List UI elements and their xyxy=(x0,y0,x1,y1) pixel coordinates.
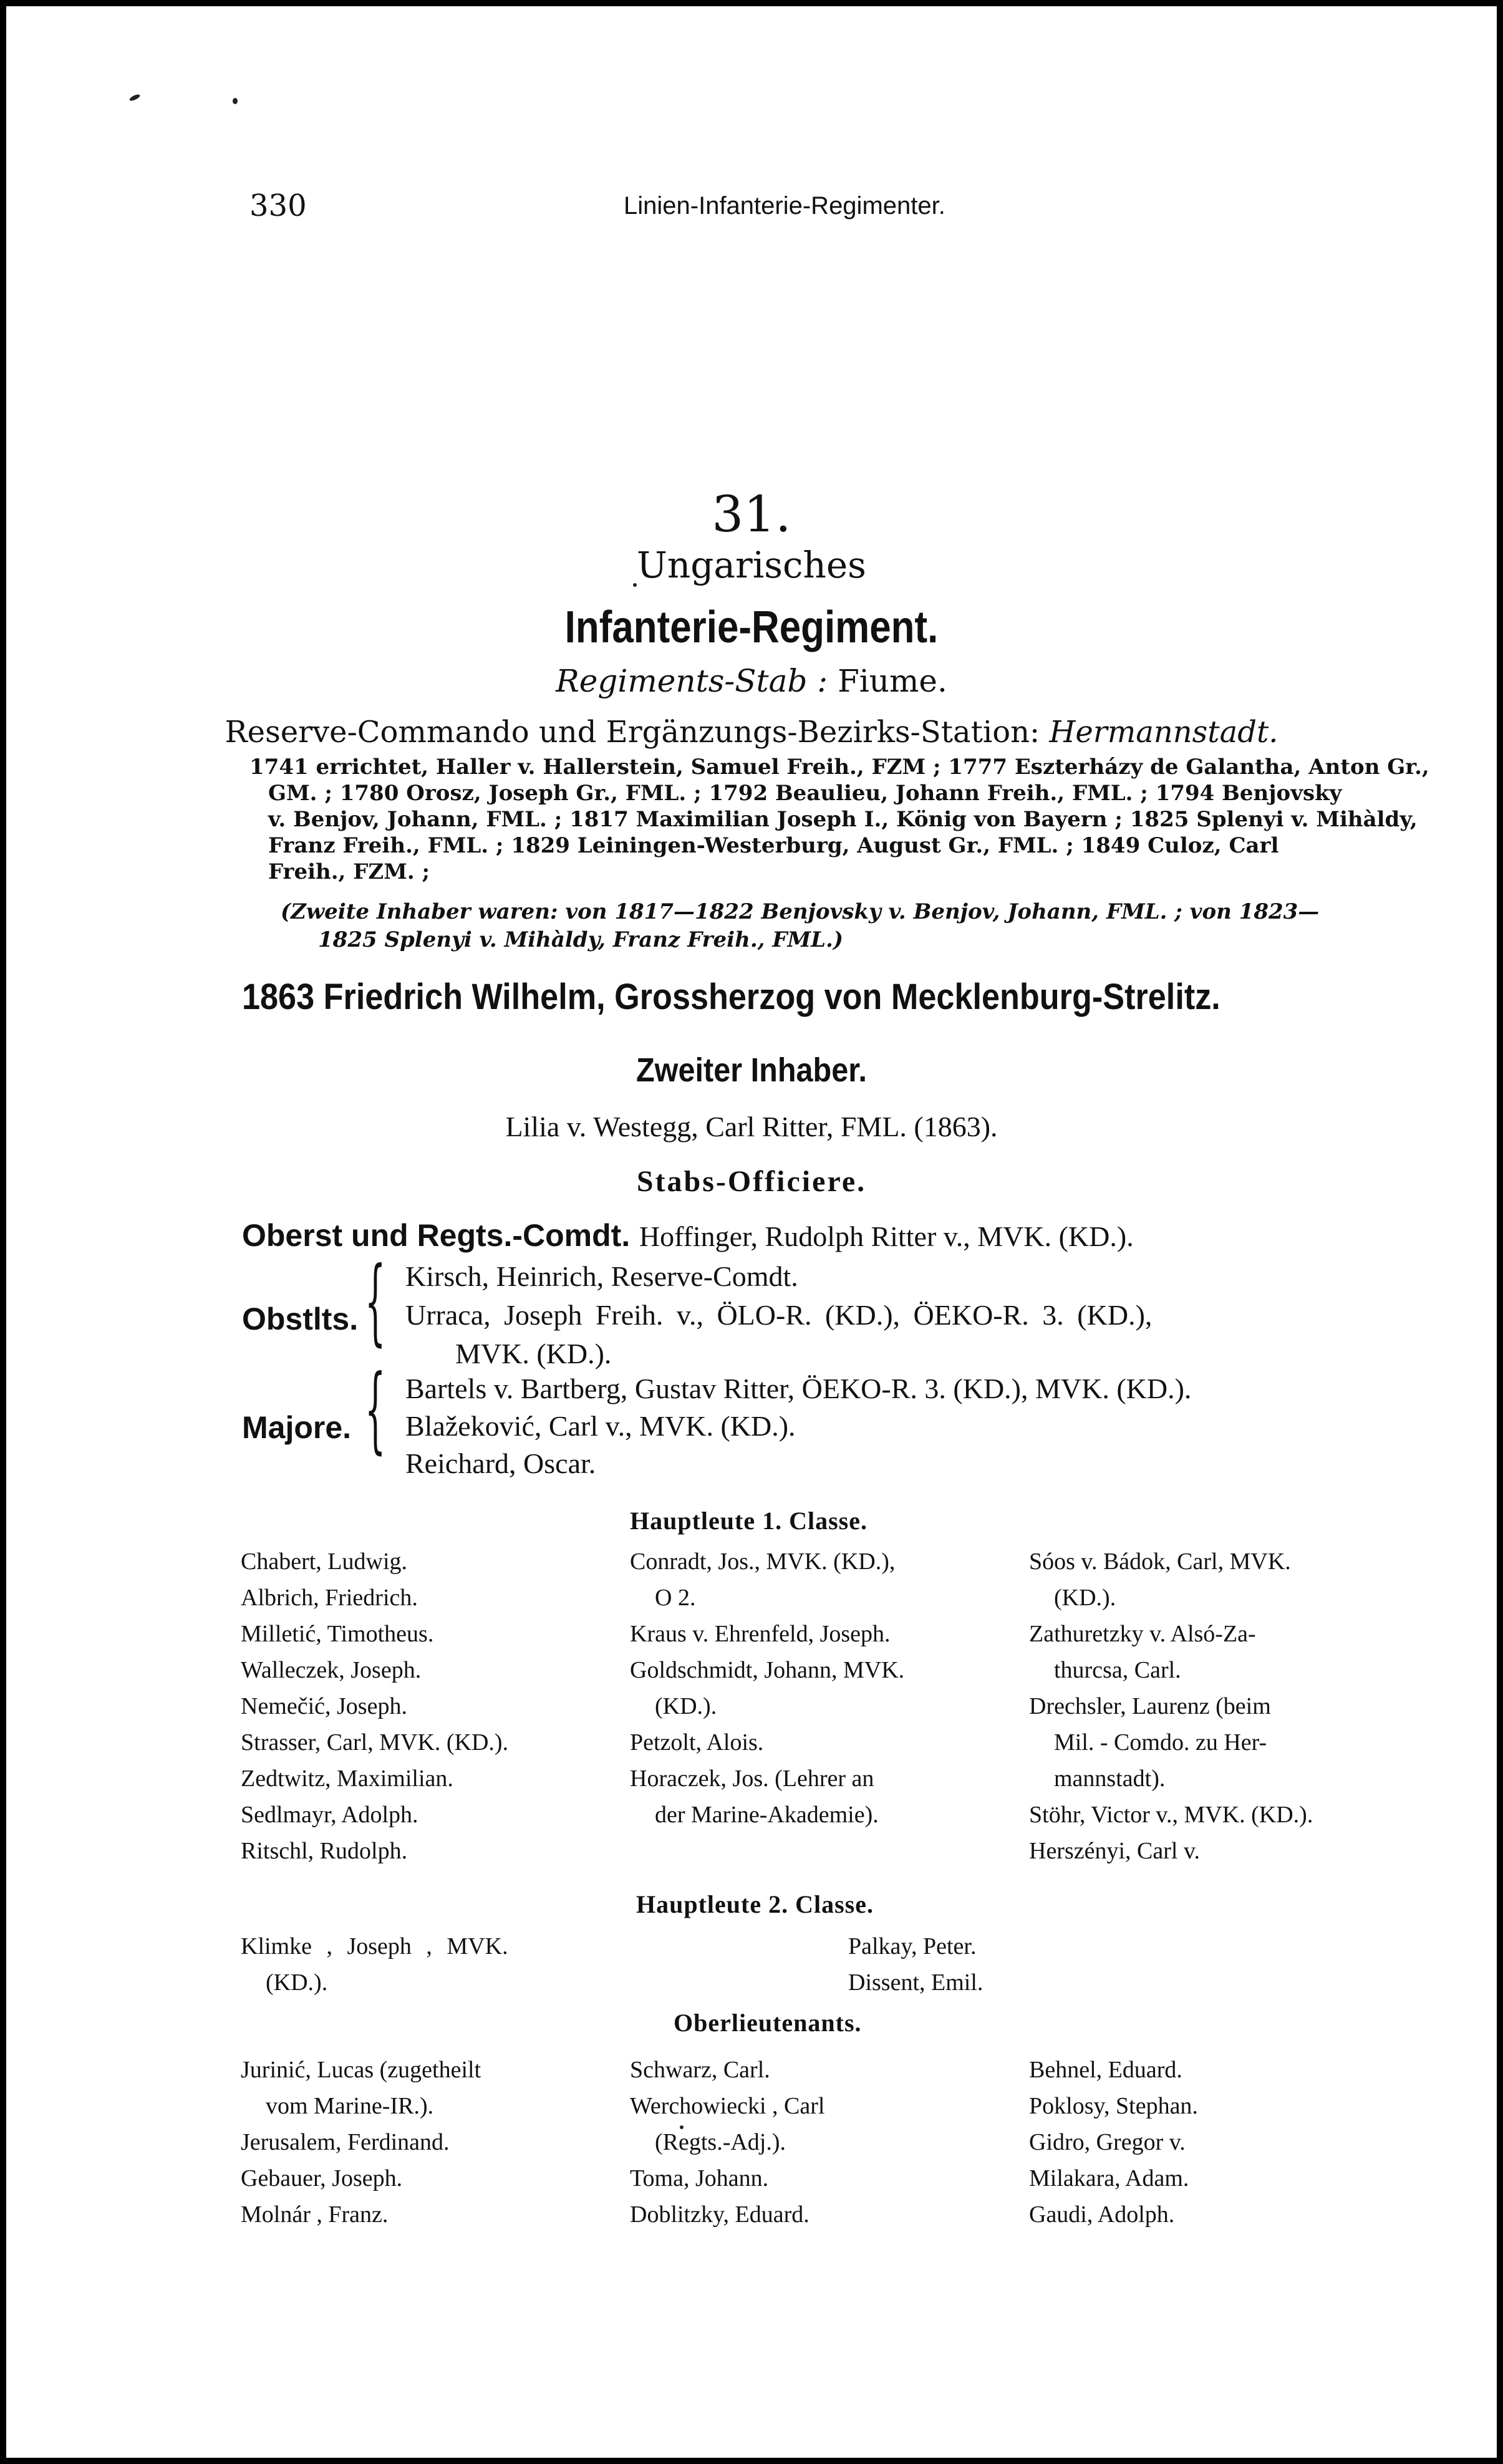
officer-name: Walleczek, Joseph. xyxy=(241,1657,422,1683)
officer-name: Dissent, Emil. xyxy=(848,1969,983,1996)
officer-name: Jurinić, Lucas (zugetheilt xyxy=(241,2057,481,2083)
officer-name: Toma, Johann. xyxy=(630,2165,769,2191)
officer-name: Sóos v. Bádok, Carl, MVK. xyxy=(1029,1548,1291,1575)
officer-name: Mil. - Comdo. zu Her- xyxy=(1054,1729,1267,1756)
reserve-station xyxy=(6,715,1497,750)
major-line: Reichard, Oscar. xyxy=(405,1447,596,1479)
hauptleute1-title: Hauptleute 1. Classe. xyxy=(630,1507,867,1535)
officer-name: Zedtwitz, Maximilian. xyxy=(241,1766,453,1792)
oberst-name: Hoffinger, Rudolph Ritter v., MVK. (KD.). xyxy=(639,1220,1134,1252)
officer-name: Herszényi, Carl v. xyxy=(1029,1838,1200,1864)
oberlieutenants-col2 xyxy=(630,2052,824,2233)
scan-speck xyxy=(128,94,140,102)
history-note-line: 1825 Splenyi v. Mihàldy, Franz Freih., FML.) xyxy=(318,927,843,952)
officer-name: (KD.). xyxy=(266,1969,328,1996)
regiment-nation: Ungarisches xyxy=(637,544,866,586)
officer-name: Strasser, Carl, MVK. (KD.). xyxy=(241,1729,509,1756)
obstlt-line: MVK. (KD.). xyxy=(455,1338,612,1370)
officer-name: Milletić, Timotheus. xyxy=(241,1621,434,1647)
history-line: v. Benjov, Johann, FML. ; 1817 Maximilian Joseph I., König von Bayern ; 1825 Splenyi v. Mihàldy, xyxy=(268,807,1418,832)
officer-name: Stöhr, Victor v., MVK. (KD.). xyxy=(1029,1802,1313,1828)
officer-name: Nemečić, Joseph. xyxy=(241,1693,407,1719)
staff-title: Stabs-Officiere. xyxy=(636,1165,867,1198)
officer-name: Palkay, Peter. xyxy=(848,1933,977,1959)
officer-name: Conradt, Jos., MVK. (KD.), xyxy=(630,1548,896,1575)
officer-name: Gidro, Gregor v. xyxy=(1029,2129,1186,2155)
officer-name: mannstadt). xyxy=(1054,1766,1166,1792)
hauptleute2-col2 xyxy=(848,1928,983,2001)
hauptleute2-title: Hauptleute 2. Classe. xyxy=(636,1890,874,1918)
officer-name: (Regts.-Adj.). xyxy=(655,2129,786,2155)
officer-name: Klimke , Joseph , MVK. xyxy=(241,1933,508,1959)
history-line: Freih., FZM. ; xyxy=(268,859,430,884)
regiment-stab xyxy=(6,663,1497,699)
hauptleute1-col3 xyxy=(1029,1544,1313,1869)
major-line: Blažeković, Carl v., MVK. (KD.). xyxy=(405,1410,796,1442)
majore-brace: { xyxy=(365,1355,386,1464)
officer-name: Doblitzky, Eduard. xyxy=(630,2201,809,2228)
officer-name: (KD.). xyxy=(1054,1585,1116,1611)
scan-speck xyxy=(233,98,238,104)
obstlt-line: Urraca, Joseph Freih. v., ÖLO-R. (KD.), ÖEKO-R. 3. (KD.), xyxy=(405,1299,1153,1331)
regiment-owner: 1863 Friedrich Wilhelm, Grossherzog von Mecklenburg-Strelitz. xyxy=(242,977,1220,1017)
history-line: 1741 errichtet, Haller v. Hallerstein, Samuel Freih., FZM ; 1777 Eszterházy de Galantha, Anton Gr., xyxy=(249,755,1429,780)
oberlieutenants-col3 xyxy=(1029,2052,1198,2233)
officer-name: Drechsler, Laurenz (beim xyxy=(1029,1693,1271,1719)
oberst-label: Oberst und Regts.-Comdt. xyxy=(242,1218,631,1253)
officer-name: Gaudi, Adolph. xyxy=(1029,2201,1175,2228)
officer-name: Molnár , Franz. xyxy=(241,2201,389,2228)
history-note-line: (Zweite Inhaber waren: von 1817—1822 Benjovsky v. Benjov, Johann, FML. ; von 1823— xyxy=(281,899,1320,924)
running-title: Linien-Infanterie-Regimenter. xyxy=(624,192,945,220)
officer-name: Albrich, Friedrich. xyxy=(241,1585,418,1611)
obstlts-brace: { xyxy=(365,1247,386,1356)
major-line: Bartels v. Bartberg, Gustav Ritter, ÖEKO-R. 3. (KD.), MVK. (KD.). xyxy=(405,1373,1192,1404)
obstlts-label: Obstlts. xyxy=(242,1302,359,1336)
history-line: GM. ; 1780 Orosz, Joseph Gr., FML. ; 1792 Beaulieu, Johann Freih., FML. ; 1794 Benjovsky xyxy=(268,781,1342,806)
officer-name: Zathuretzky v. Alsó-Za- xyxy=(1029,1621,1256,1647)
officer-name: O 2. xyxy=(655,1585,696,1611)
officer-name: Werchowiecki , Carl xyxy=(630,2093,825,2119)
history-line: Franz Freih., FML. ; 1829 Leiningen-Westerburg, August Gr., FML. ; 1849 Culoz, Carl xyxy=(268,833,1279,858)
oberlieutenants-title: Oberlieutenants. xyxy=(674,2009,862,2037)
majore-label: Majore. xyxy=(242,1410,352,1445)
oberlieutenants-col1 xyxy=(241,2052,481,2233)
officer-name: Kraus v. Ehrenfeld, Joseph. xyxy=(630,1621,891,1647)
second-owner-title: Zweiter Inhaber. xyxy=(636,1051,867,1089)
page xyxy=(6,6,1497,2458)
reserve-label: Reserve-Commando und Ergänzungs-Bezirks-Station: xyxy=(225,715,1040,750)
officer-name: Gebauer, Joseph. xyxy=(241,2165,403,2191)
officer-name: vom Marine-IR.). xyxy=(266,2093,434,2119)
hauptleute1-col2 xyxy=(630,1544,904,1833)
officer-name: Behnel, Eduard. xyxy=(1029,2057,1182,2083)
hauptleute2-col1 xyxy=(241,1928,508,2001)
officer-name: der Marine-Akademie). xyxy=(655,1802,879,1828)
officer-name: Ritschl, Rudolph. xyxy=(241,1838,408,1864)
officer-name: Horaczek, Jos. (Lehrer an xyxy=(630,1766,874,1792)
officer-name: thurcsa, Carl. xyxy=(1054,1657,1181,1683)
second-owner-name: Lilia v. Westegg, Carl Ritter, FML. (1863). xyxy=(505,1111,998,1143)
stab-place: Fiume. xyxy=(838,663,947,699)
officer-name: (KD.). xyxy=(655,1693,717,1719)
regiment-number: 31. xyxy=(712,485,791,543)
officer-name: Poklosy, Stephan. xyxy=(1029,2093,1198,2119)
officer-name: Schwarz, Carl. xyxy=(630,2057,770,2083)
officer-name: Goldschmidt, Johann, MVK. xyxy=(630,1657,905,1683)
officer-name: Milakara, Adam. xyxy=(1029,2165,1189,2191)
officer-name: Sedlmayr, Adolph. xyxy=(241,1802,418,1828)
officer-name: Jerusalem, Ferdinand. xyxy=(241,2129,450,2155)
officer-name: Petzolt, Alois. xyxy=(630,1729,764,1756)
stab-label: Regiments-Stab : xyxy=(556,663,828,699)
obstlt-line: Kirsch, Heinrich, Reserve-Comdt. xyxy=(405,1260,798,1292)
page-number: 330 xyxy=(249,188,307,223)
hauptleute1-col1 xyxy=(241,1544,508,1869)
officer-name: Chabert, Ludwig. xyxy=(241,1548,408,1575)
regiment-type: Infanterie-Regiment. xyxy=(564,602,939,652)
reserve-place: Hermannstadt. xyxy=(1049,715,1278,750)
